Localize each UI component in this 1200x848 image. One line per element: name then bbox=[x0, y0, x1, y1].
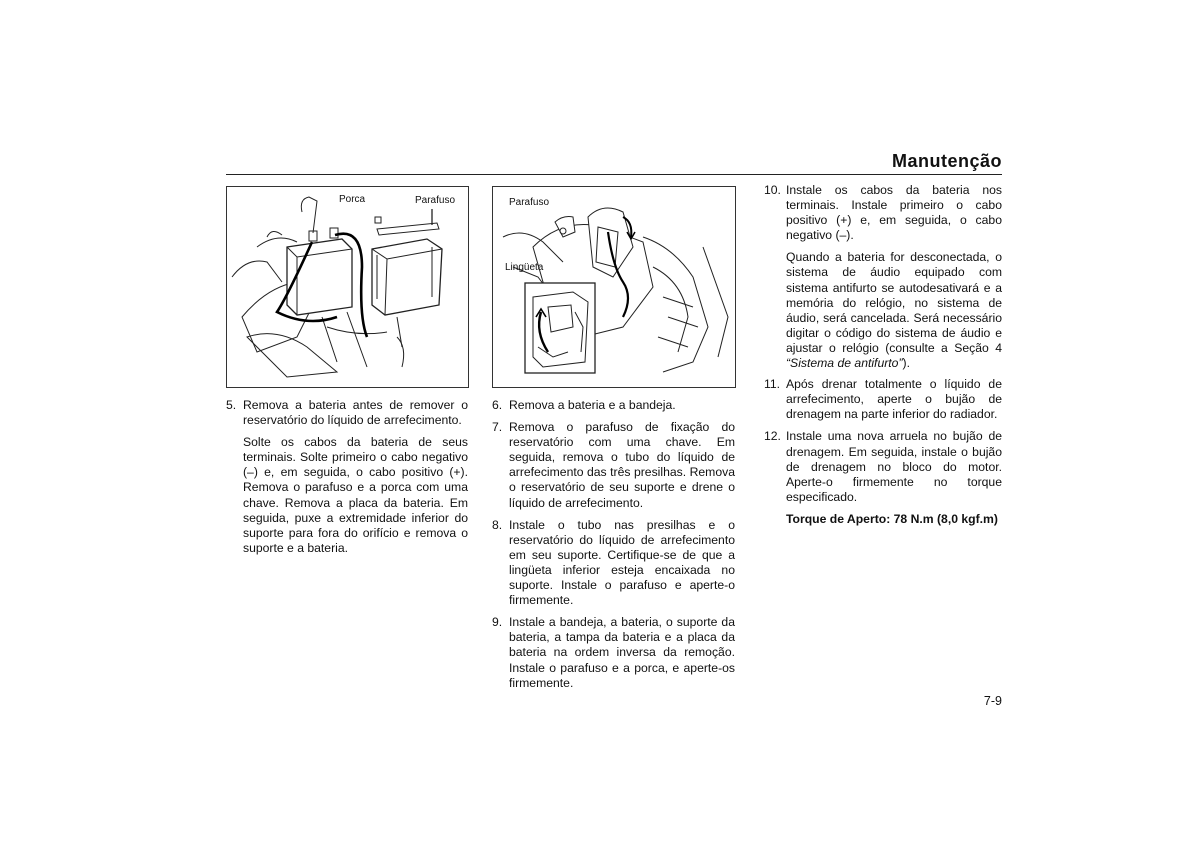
step-number: 11. bbox=[764, 377, 781, 392]
column-right bbox=[764, 183, 1002, 527]
step-11 bbox=[764, 377, 1002, 422]
step-10 bbox=[764, 183, 1002, 243]
step-number: 9. bbox=[492, 615, 503, 630]
reservoir-illustration bbox=[492, 186, 736, 388]
battery-drawing bbox=[227, 187, 468, 387]
step-text: Remova a bateria e a bandeja. bbox=[509, 398, 676, 412]
column-left bbox=[226, 398, 468, 562]
page-title: Manutenção bbox=[891, 151, 1002, 171]
note-text: Quando a bateria for desconectada, o sistema de áudio equipado com sistema antifurto se autodesativará e a memória do relógio, no sistema de áudio, será cancelada. Será necessário digitar o código do sistema de áudio e ajustar o relógio (consulte a Seção 4 bbox=[786, 250, 1002, 355]
step-12 bbox=[764, 429, 1002, 504]
note-end: ). bbox=[902, 356, 910, 371]
step-text: Instale os cabos da bateria nos terminais. Instale primeiro o cabo positivo (+) e, em seguida, o cabo negativo (–). bbox=[786, 183, 1002, 243]
step-text: Instale a bandeja, a bateria, o suporte da bateria, a tampa da bateria e a placa da bateria na ordem inversa da remoção. Instale o parafuso e a porca, e aperte-os firmemente. bbox=[509, 615, 735, 690]
step-number: 7. bbox=[492, 420, 503, 435]
step-10-note bbox=[764, 250, 1002, 371]
column-middle bbox=[492, 398, 735, 698]
step-number: 5. bbox=[226, 398, 237, 412]
step-number: 8. bbox=[492, 517, 503, 532]
step-text: Instale o tubo nas presilhas e o reservatório do líquido de arrefecimento em seu suporte. Certifique-se de que a lingüeta inferior esteja encaixada no suporte. Instale o parafuso e aperte-o firmemente. bbox=[509, 517, 735, 608]
step-number: 6. bbox=[492, 398, 503, 412]
step-text: Remova o parafuso de fixação do reservatório com uma chave. Em seguida, remova o tubo do líquido de arrefecimento das três presilhas. Remova o reservatório de seu suporte e drene o líquido de arrefecimento. bbox=[509, 420, 735, 510]
step-6 bbox=[492, 398, 735, 413]
nut-label: Porca bbox=[339, 194, 366, 205]
step-number: 10. bbox=[764, 183, 781, 197]
battery-illustration bbox=[226, 186, 469, 388]
tab-label: Lingüeta bbox=[505, 262, 544, 273]
step-number: 12. bbox=[764, 429, 781, 444]
step-7 bbox=[492, 420, 735, 511]
torque-spec: Torque de Aperto: 78 N.m (8,0 kgf.m) bbox=[786, 511, 998, 526]
step-text: Após drenar totalmente o líquido de arrefecimento, aperte o bujão de drenagem na parte inferior do radiador. bbox=[786, 377, 1002, 422]
step-5-details: Solte os cabos da bateria de seus terminais. Solte primeiro o cabo negativo (–) e, em seguida, o cabo positivo (+). Remova o parafuso e a porca com uma chave. Remova a placa da bateria. Em seguida, puxe a extremidade inferior do suporte para fora do orifício e remova o suporte e a bateria. bbox=[243, 435, 468, 555]
page-number: 7-9 bbox=[983, 694, 1002, 708]
step-8 bbox=[492, 518, 735, 609]
step-5 bbox=[226, 398, 468, 428]
step-9 bbox=[492, 615, 735, 690]
header-divider bbox=[226, 174, 1002, 175]
note-reference: “Sistema de antifurto” bbox=[786, 356, 903, 371]
step-text: Instale uma nova arruela no bujão de drenagem. Em seguida, instale o bujão de drenagem no bloco do motor. Aperte-o firmemente no torque especificado. bbox=[786, 429, 1002, 504]
bolt-label: Parafuso bbox=[509, 197, 550, 208]
reservoir-drawing bbox=[493, 187, 735, 387]
bolt-label: Parafuso bbox=[415, 195, 456, 206]
step-text: Remova a bateria antes de remover o reservatório do líquido de arrefecimento. bbox=[243, 398, 468, 428]
